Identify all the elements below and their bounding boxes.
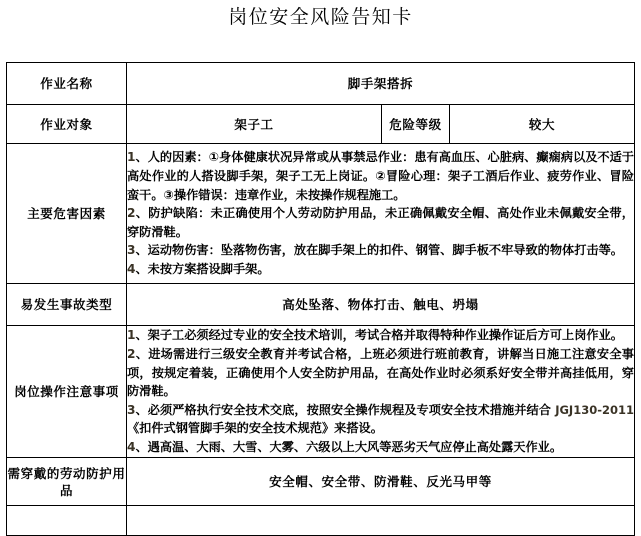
hazard-line-4: 4、未按方案搭设脚手架。: [127, 261, 270, 276]
notes-line-2: 2、进场需进行三级安全教育并考试合格，上班必须进行班前教育，讲解当日施工注意安全事项，按规定着装，正确使用个人安全防护用品，在高处作业时必须系好安全带并高挂低用，穿防滑鞋。: [127, 347, 634, 399]
table-row-operation-target: [7, 105, 635, 144]
row-value-overflow: [127, 506, 635, 536]
notes-line-3: 3、必须严格执行安全技术交底，按照安全操作规程及专项安全技术措施并结合 JGJ130-2011《扣件式钢管脚手架的安全技术规范》来搭设。: [127, 402, 634, 436]
row-label-main-hazards: 主要危害因素: [7, 144, 127, 284]
row-label-accident-types: 易发生事故类型: [7, 284, 127, 326]
row-value-operation-name: 脚手架搭拆: [127, 63, 635, 105]
page-title: 岗位安全风险告知卡: [228, 6, 413, 28]
row-value-risk-level: 较大: [450, 105, 635, 144]
row-value-operation-notes: [127, 326, 635, 458]
table-row-overflow: [7, 506, 635, 536]
table-row-operation-notes: [7, 326, 635, 458]
row-label-ppe: 需穿戴的劳动防护用品: [7, 458, 127, 506]
hazard-line-2: 2、防护缺陷：未正确使用个人劳动防护用品，未正确佩戴安全帽、高处作业未佩戴安全带，穿防滑鞋。: [127, 206, 634, 239]
row-label-overflow: [7, 506, 127, 536]
row-value-ppe: 安全帽、安全带、防滑鞋、反光马甲等: [127, 458, 635, 506]
row-value-accident-types: 高处坠落、物体打击、触电、坍塌: [127, 284, 635, 326]
row-label-operation-notes: 岗位操作注意事项: [7, 326, 127, 458]
safety-risk-table: [6, 62, 635, 536]
row-label-operation-target: 作业对象: [7, 105, 127, 144]
table-row-ppe: [7, 458, 635, 506]
table-row-main-hazards: [7, 144, 635, 284]
hazard-line-3: 3、运动物伤害：坠落物伤害，放在脚手架上的扣件、钢管、脚手板不牢导致的物体打击等。: [127, 243, 623, 258]
row-label-operation-name: 作业名称: [7, 63, 127, 105]
row-value-main-hazards: [127, 144, 635, 284]
table-row-accident-types: [7, 284, 635, 326]
table-row-operation-name: [7, 63, 635, 105]
row-label-risk-level: 危险等级: [382, 105, 450, 144]
hazard-line-1: 1、人的因素：①身体健康状况异常或从事禁忌作业：患有高血压、心脏病、癫痫病以及不适于高处作业的人搭设脚手架，架子工无上岗证。②冒险心理：架子工酒后作业、疲劳作业、冒险蛮干。③操作错误：违章作业，未按操作规程施工。: [127, 150, 634, 202]
notes-line-4: 4、遇高温、大雨、大雪、大雾、六级以上大风等恶劣天气应停止高处露天作业。: [127, 439, 563, 454]
notes-line-1: 1、架子工必须经过专业的安全技术培训，考试合格并取得特种作业操作证后方可上岗作业。: [127, 328, 623, 343]
row-value-operation-target: 架子工: [127, 105, 382, 144]
